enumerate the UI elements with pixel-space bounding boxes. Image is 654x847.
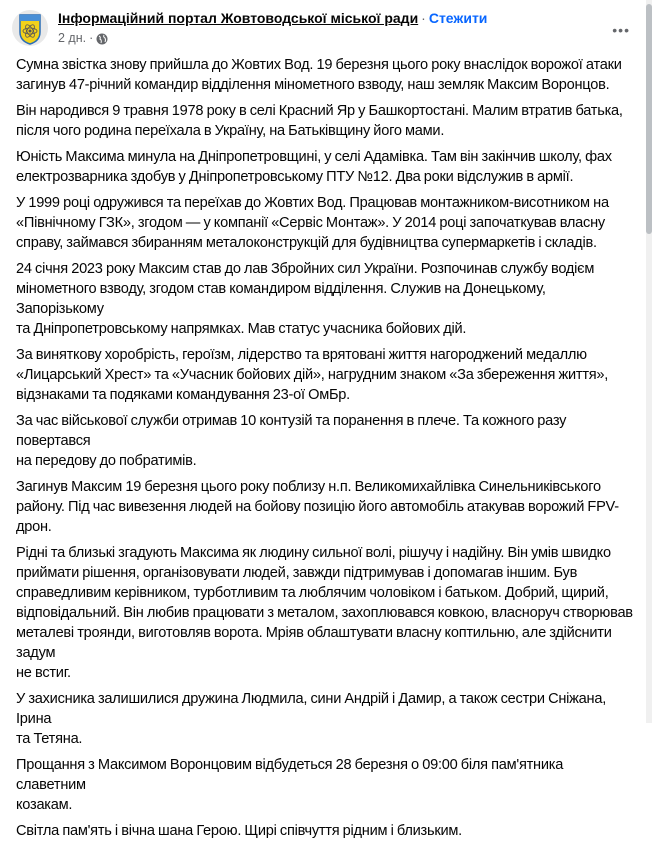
post-paragraph	[16, 147, 634, 187]
paragraph-line: та Дніпропетровському напрямках. Мав статус учасника бойових дій.	[16, 321, 467, 337]
paragraph-line: та Тетяна.	[16, 731, 83, 747]
post-paragraph	[16, 345, 634, 405]
paragraph-line: загинув 47-річний командир відділення мінометного взводу, наш земляк Максим Воронцов.	[16, 77, 610, 93]
paragraph-line: справедливим керівником, турботливим та люблячим чоловіком і батьком. Добрий, щирий,	[16, 585, 609, 601]
paragraph-line: У 1999 році одружився та переїхав до Жовтих Вод. Працював монтажником-висотником на	[16, 195, 609, 211]
meta-separator: ·	[89, 31, 94, 45]
paragraph-line: дрон.	[16, 519, 52, 535]
post-title-row	[58, 10, 487, 27]
post-paragraph	[16, 101, 634, 141]
globe-icon	[96, 33, 108, 45]
paragraph-line: металеві троянди, виготовляв ворота. Мріяв облаштувати власну коптильню, але здійснити задум	[16, 625, 612, 661]
post-text	[16, 55, 634, 847]
more-options-button[interactable]: •••	[612, 22, 630, 38]
paragraph-line: «Північному ГЗК», згодом — у компанії «Сервіс Монтаж». У 2014 році започаткував власну	[16, 215, 605, 231]
post-paragraph	[16, 543, 634, 683]
post-paragraph	[16, 259, 634, 339]
post-paragraph	[16, 193, 634, 253]
post-header	[12, 8, 634, 52]
paragraph-line: За час військової служби отримав 10 контузій та поранення в плече. Та кожного разу повертався	[16, 413, 567, 449]
post-time[interactable]: 2 дн.	[58, 31, 87, 45]
paragraph-line: відповідальний. Він любив працювати з металом, захоплювався ковкою, власноруч створював	[16, 605, 633, 621]
post-paragraph	[16, 755, 634, 815]
follow-button[interactable]: Стежити	[428, 10, 488, 26]
paragraph-line: Рідні та близькі згадують Максима як людину сильної волі, рішучу і надійну. Він умів швидко	[16, 545, 611, 561]
paragraph-line: приймати рішення, організовувати людей, завжди підтримував і допомагав іншим. Був	[16, 565, 578, 581]
post-paragraph	[16, 477, 634, 537]
paragraph-line: козакам.	[16, 797, 73, 813]
paragraph-line: «Лицарський Хрест» та «Учасник бойових дій», нагрудним знаком «За збереження життя»,	[16, 367, 609, 383]
post-paragraph	[16, 821, 634, 841]
paragraph-line: не встиг.	[16, 665, 71, 681]
post-paragraph	[16, 689, 634, 749]
paragraph-line: За виняткову хоробрість, героїзм, лідерство та врятовані життя нагороджений медаллю	[16, 347, 587, 363]
paragraph-line: району. Під час вивезення людей на бойову позицію його автомобіль атакував ворожий FPV-	[16, 499, 619, 515]
paragraph-line: Світла пам'ять і вічна шана Герою. Щирі співчуття рідним і близьким.	[16, 823, 462, 839]
paragraph-line: Сумна звістка знову прийшла до Жовтих Вод. 19 березня цього року внаслідок ворожої атаки	[16, 57, 622, 73]
post-meta	[58, 31, 108, 46]
post-paragraph	[16, 411, 634, 471]
paragraph-line: електрозварника здобув у Дніпропетровському ПТУ №12. Два роки відслужив в армії.	[16, 169, 574, 185]
paragraph-line: 24 січня 2023 року Максим став до лав Збройних сил України. Розпочинав службу водієм	[16, 261, 595, 277]
paragraph-line: відзнаками та подяками командування 23-ої ОмБр.	[16, 387, 350, 403]
post-paragraph	[16, 55, 634, 95]
scrollbar-thumb[interactable]	[646, 4, 652, 234]
paragraph-line: Він народився 9 травня 1978 року в селі Красний Яр у Башкортостані. Малим втратив батька,	[16, 103, 623, 119]
paragraph-line: Загинув Максим 19 березня цього року поблизу н.п. Великомихайлівка Синельниківського	[16, 479, 601, 495]
paragraph-line: Юність Максима минула на Дніпропетровщині, у селі Адамівка. Там він закінчив школу, фах	[16, 149, 612, 165]
paragraph-line: справу, займався збиранням металоконструкцій для будівництва супермаркетів і складів.	[16, 235, 597, 251]
paragraph-line: на передову до побратимів.	[16, 453, 197, 469]
paragraph-line: Прощання з Максимом Воронцовим відбудеться 28 березня о 09:00 біля пам'ятника славетним	[16, 757, 564, 793]
city-emblem-icon	[12, 10, 48, 46]
separator: ·	[421, 10, 426, 26]
page-avatar[interactable]	[12, 10, 48, 46]
paragraph-line: після чого родина переїхала в Україну, на Батьківщину його мами.	[16, 123, 445, 139]
page-name-link[interactable]: Інформаційний портал Жовтоводської міської ради	[58, 10, 419, 26]
paragraph-line: У захисника залишилися дружина Людмила, сини Андрій і Дамир, а також сестри Сніжана, Ірина	[16, 691, 607, 727]
paragraph-line: мінометного взводу, згодом став командиром відділення. Служив на Донецькому, Запорізькому	[16, 281, 546, 317]
